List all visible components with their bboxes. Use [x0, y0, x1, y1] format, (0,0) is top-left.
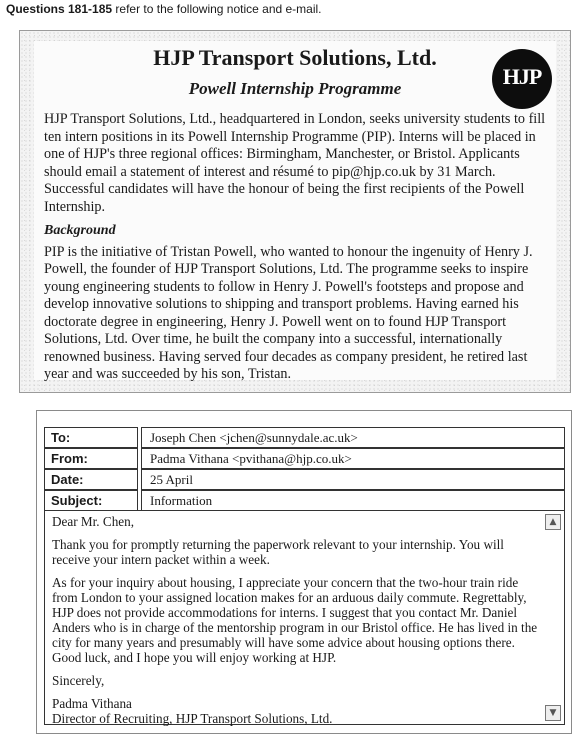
- from-label: From:: [44, 448, 138, 469]
- date-label: Date:: [44, 469, 138, 490]
- scroll-down-arrow-icon[interactable]: ▼: [545, 705, 561, 721]
- email-window: [36, 410, 572, 734]
- date-field[interactable]: 25 April: [141, 469, 565, 490]
- message-text: [52, 514, 538, 726]
- email-date-row: [44, 469, 565, 490]
- to-field[interactable]: Joseph Chen <jchen@sunnydale.ac.uk>: [141, 427, 565, 448]
- subject-field[interactable]: Information: [141, 490, 565, 511]
- from-field[interactable]: Padma Vithana <pvithana@hjp.co.uk>: [141, 448, 565, 469]
- sender-name: Padma Vithana: [52, 696, 132, 711]
- notice-paragraph-2: PIP is the initiative of Tristan Powell, who wanted to honour the ingenuity of Henry J. Powell, the founder of HJP Transport Solutions, Ltd. The programme seeks to inspire young engineering students to follow in Henry J. Powell's footsteps and propose and develop innovative solutions to shipping and transport problems. Having earned his doctorate degree in engineering, Henry J. Powell went on to found HJP Transport Solutions, Ltd. Over time, he built the company into a successful, internationally renowned business. Having served four decades as company president, he retired last year and was succeeded by his son, Tristan.: [44, 243, 533, 382]
- to-label: To:: [44, 427, 138, 448]
- subject-label: Subject:: [44, 490, 138, 511]
- notice-content: [34, 41, 556, 380]
- hjp-logo-icon: [492, 49, 552, 109]
- sender-title: Director of Recruiting, HJP Transport Solutions, Ltd.: [52, 711, 333, 726]
- greeting: Dear Mr. Chen,: [52, 514, 135, 529]
- message-paragraph-2: As for your inquiry about housing, I appreciate your concern that the two-hour train ride from London to your assigned location makes for an arduous daily commute. Regrettably, HJP does not provide accommodations for interns. I suggest that you contact Mr. Daniel Anders who is in charge of the mentorship program in our Bristol office. He has lived in the city for many years and presumably will have some advice about housing options there. Good luck, and I hope you will enjoy working at HJP.: [52, 575, 538, 665]
- message-paragraph-1: Thank you for promptly returning the paperwork relevant to your internship. You will receive your intern packet within a week.: [52, 537, 504, 567]
- background-heading: Background: [44, 223, 116, 238]
- email-from-row: [44, 448, 565, 469]
- question-instructions: refer to the following notice and e-mail.: [115, 2, 322, 16]
- notice-paragraph-1: HJP Transport Solutions, Ltd., headquartered in London, seeks university students to fill ten intern positions in its Powell Internship Programme (PIP). Interns will be placed in one of HJP's three regional offices: Birmingham, Manchester, or Bristol. Applicants should email a statement of interest and résumé to pip@hjp.co.uk by 31 March. Successful candidates will have the honour of being the first recipients of the Powell Internship.: [44, 111, 546, 215]
- notice-box: [19, 30, 571, 393]
- notice-title: HJP Transport Solutions, Ltd.: [153, 45, 437, 70]
- logo-text: HJP: [502, 64, 542, 89]
- closing: Sincerely,: [52, 673, 105, 688]
- message-body-area[interactable]: [44, 510, 565, 725]
- email-to-row: [44, 427, 565, 448]
- question-range: Questions 181-185: [6, 2, 113, 16]
- email-subject-row: [44, 490, 565, 511]
- notice-body: [44, 111, 550, 384]
- notice-subtitle: Powell Internship Programme: [188, 79, 402, 98]
- scroll-up-arrow-icon[interactable]: ▲: [545, 514, 561, 530]
- question-header: [6, 2, 322, 16]
